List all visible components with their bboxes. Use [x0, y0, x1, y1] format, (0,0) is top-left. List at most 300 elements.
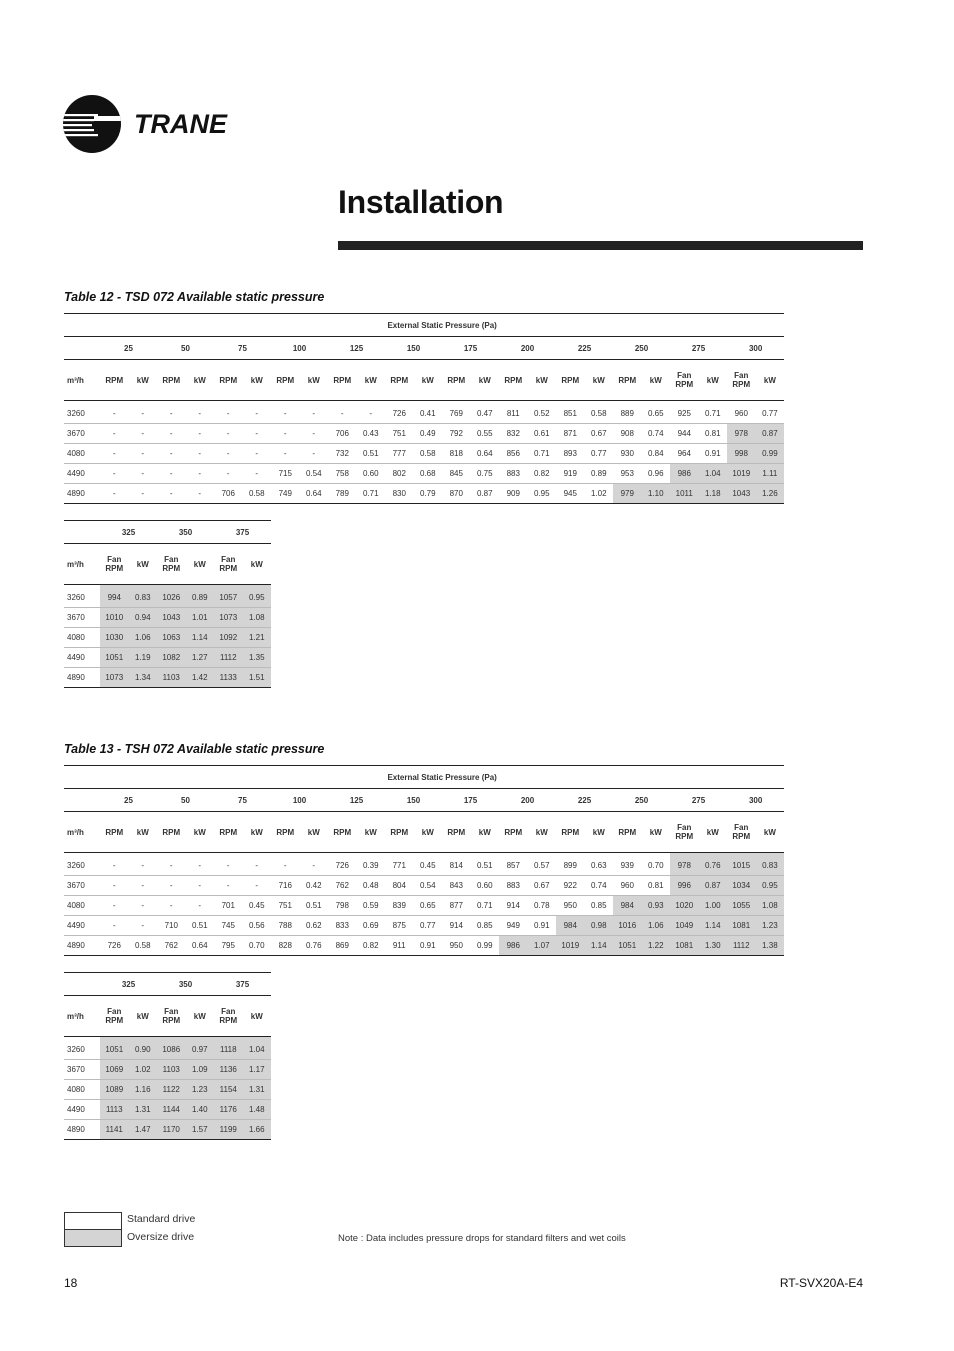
kw-cell: 1.08: [756, 896, 785, 916]
kw-cell: 0.61: [528, 424, 557, 444]
kw-cell: 0.81: [699, 424, 728, 444]
pressure-header-50: 50: [157, 337, 214, 360]
rpm-column-header: RPM: [214, 812, 243, 853]
rpm-cell: 1144: [157, 1100, 186, 1120]
rpm-cell: -: [214, 424, 243, 444]
trane-logo: [62, 92, 252, 156]
rpm-cell: -: [271, 401, 300, 424]
airflow-column-header: m³/h: [64, 544, 100, 585]
kw-cell: 0.45: [414, 853, 443, 876]
rpm-cell: 851: [556, 401, 585, 424]
table-row: [64, 1120, 271, 1140]
table-row: [64, 585, 271, 608]
legend-oversize-label: Oversize drive: [127, 1231, 195, 1243]
kw-cell: 0.99: [471, 936, 500, 956]
kw-cell: 0.97: [186, 1037, 215, 1060]
pressure-header-300: 300: [727, 337, 784, 360]
kw-cell: 1.48: [243, 1100, 272, 1120]
rpm-cell: 777: [385, 444, 414, 464]
airflow-cell: 4890: [64, 1120, 100, 1140]
rpm-column-header: RPM: [499, 360, 528, 401]
note-text: Note : Data includes pressure drops for standard filters and wet coils: [338, 1233, 626, 1244]
kw-cell: 0.83: [756, 853, 785, 876]
pressure-header-175: 175: [442, 337, 499, 360]
kw-cell: 0.63: [585, 853, 614, 876]
rpm-cell: 811: [499, 401, 528, 424]
rpm-cell: 715: [271, 464, 300, 484]
rpm-cell: 870: [442, 484, 471, 504]
rpm-cell: 771: [385, 853, 414, 876]
brand-text: TRANE: [134, 109, 227, 139]
pressure-header-25: 25: [100, 789, 157, 812]
kw-cell: 0.43: [357, 424, 386, 444]
kw-cell: 0.74: [585, 876, 614, 896]
rpm-cell: 1026: [157, 585, 186, 608]
rpm-cell: 953: [613, 464, 642, 484]
kw-cell: 0.54: [300, 464, 329, 484]
rpm-cell: 1019: [727, 464, 756, 484]
rpm-column-header: Fan RPM: [670, 812, 699, 853]
kw-cell: -: [243, 424, 272, 444]
kw-cell: 0.58: [585, 401, 614, 424]
table-row: [64, 1060, 271, 1080]
kw-column-header: kW: [129, 360, 158, 401]
kw-cell: 0.57: [528, 853, 557, 876]
kw-cell: 0.93: [642, 896, 671, 916]
kw-column-header: kW: [243, 996, 272, 1037]
pressure-header-spacer: [64, 789, 100, 812]
pressure-header-spacer: [64, 521, 100, 544]
rpm-column-header: RPM: [157, 812, 186, 853]
table-row: [64, 1100, 271, 1120]
rpm-cell: 984: [613, 896, 642, 916]
rpm-cell: 960: [613, 876, 642, 896]
kw-cell: 1.35: [243, 648, 272, 668]
rpm-cell: 710: [157, 916, 186, 936]
rpm-cell: 1049: [670, 916, 699, 936]
rpm-cell: 804: [385, 876, 414, 896]
kw-cell: 1.04: [699, 464, 728, 484]
kw-cell: 1.19: [129, 648, 158, 668]
kw-column-header: kW: [300, 360, 329, 401]
rpm-cell: 1176: [214, 1100, 243, 1120]
rpm-cell: 818: [442, 444, 471, 464]
kw-cell: 0.96: [642, 464, 671, 484]
rpm-cell: 832: [499, 424, 528, 444]
table-12-caption: Table 12 - TSD 072 Available static pressure: [64, 290, 325, 304]
airflow-column-header: m³/h: [64, 360, 100, 401]
table-13-caption: Table 13 - TSH 072 Available static pressure: [64, 742, 325, 756]
kw-column-header: kW: [129, 996, 158, 1037]
kw-cell: 1.08: [243, 608, 272, 628]
rpm-cell: 814: [442, 853, 471, 876]
table-13-extension: [64, 972, 271, 1140]
kw-cell: -: [186, 896, 215, 916]
kw-cell: 0.81: [642, 876, 671, 896]
kw-cell: -: [243, 853, 272, 876]
pressure-header-175: 175: [442, 789, 499, 812]
kw-cell: -: [129, 444, 158, 464]
kw-cell: 0.91: [699, 444, 728, 464]
kw-column-header: kW: [186, 996, 215, 1037]
kw-cell: -: [129, 484, 158, 504]
rpm-cell: 830: [385, 484, 414, 504]
rpm-column-header: Fan RPM: [157, 996, 186, 1037]
kw-cell: 0.71: [699, 401, 728, 424]
kw-column-header: kW: [414, 360, 443, 401]
rpm-cell: 1015: [727, 853, 756, 876]
rpm-cell: 1051: [100, 648, 129, 668]
kw-cell: 1.18: [699, 484, 728, 504]
rpm-cell: 1069: [100, 1060, 129, 1080]
kw-cell: 1.26: [756, 484, 785, 504]
rpm-cell: 899: [556, 853, 585, 876]
kw-column-header: kW: [186, 360, 215, 401]
rpm-column-header: RPM: [442, 812, 471, 853]
pressure-header-375: 375: [214, 521, 271, 544]
kw-cell: 0.67: [528, 876, 557, 896]
rpm-cell: 996: [670, 876, 699, 896]
rpm-cell: -: [157, 876, 186, 896]
kw-column-header: kW: [528, 812, 557, 853]
kw-cell: 1.23: [756, 916, 785, 936]
kw-cell: 0.54: [414, 876, 443, 896]
kw-cell: 1.00: [699, 896, 728, 916]
rpm-column-header: RPM: [214, 360, 243, 401]
rpm-cell: 857: [499, 853, 528, 876]
rpm-cell: 789: [328, 484, 357, 504]
rpm-cell: 1081: [670, 936, 699, 956]
rpm-cell: 1055: [727, 896, 756, 916]
rpm-cell: 828: [271, 936, 300, 956]
rpm-cell: -: [100, 444, 129, 464]
rpm-cell: 994: [100, 585, 129, 608]
kw-cell: 0.64: [300, 484, 329, 504]
rpm-cell: 1113: [100, 1100, 129, 1120]
kw-column-header: kW: [186, 544, 215, 585]
kw-cell: 0.67: [585, 424, 614, 444]
kw-cell: 0.70: [642, 853, 671, 876]
rpm-column-header: RPM: [613, 812, 642, 853]
kw-cell: 1.30: [699, 936, 728, 956]
rpm-cell: 1051: [100, 1037, 129, 1060]
kw-cell: 0.77: [756, 401, 785, 424]
rpm-column-header: Fan RPM: [670, 360, 699, 401]
kw-cell: 0.69: [357, 916, 386, 936]
rpm-cell: 871: [556, 424, 585, 444]
rpm-cell: -: [157, 401, 186, 424]
kw-cell: -: [129, 401, 158, 424]
rpm-cell: 978: [670, 853, 699, 876]
rpm-cell: 883: [499, 876, 528, 896]
rpm-cell: 802: [385, 464, 414, 484]
kw-cell: 1.14: [186, 628, 215, 648]
rpm-cell: 1073: [100, 668, 129, 688]
kw-cell: 0.95: [528, 484, 557, 504]
rpm-cell: -: [100, 464, 129, 484]
table-row: [64, 608, 271, 628]
rpm-cell: 1103: [157, 668, 186, 688]
kw-cell: 0.64: [186, 936, 215, 956]
kw-column-header: kW: [186, 812, 215, 853]
kw-column-header: kW: [129, 812, 158, 853]
rpm-cell: -: [271, 853, 300, 876]
pressure-header-100: 100: [271, 337, 328, 360]
rpm-cell: 1030: [100, 628, 129, 648]
kw-cell: 0.41: [414, 401, 443, 424]
airflow-cell: 4890: [64, 484, 100, 504]
table-row: [64, 1080, 271, 1100]
kw-cell: 1.23: [186, 1080, 215, 1100]
rpm-cell: 979: [613, 484, 642, 504]
kw-column-header: kW: [357, 812, 386, 853]
kw-column-header: kW: [642, 360, 671, 401]
rpm-cell: 908: [613, 424, 642, 444]
pressure-header-200: 200: [499, 789, 556, 812]
kw-cell: 0.82: [528, 464, 557, 484]
kw-cell: 0.76: [699, 853, 728, 876]
kw-cell: 0.87: [756, 424, 785, 444]
rpm-column-header: RPM: [100, 812, 129, 853]
kw-cell: 0.70: [243, 936, 272, 956]
legend-standard-label: Standard drive: [127, 1213, 196, 1225]
pressure-header-125: 125: [328, 789, 385, 812]
pressure-header-spacer: [64, 973, 100, 996]
rpm-cell: 978: [727, 424, 756, 444]
rpm-cell: 986: [670, 464, 699, 484]
kw-cell: 0.91: [528, 916, 557, 936]
pressure-header-350: 350: [157, 521, 214, 544]
kw-cell: 0.58: [414, 444, 443, 464]
kw-cell: 1.40: [186, 1100, 215, 1120]
rpm-column-header: RPM: [556, 812, 585, 853]
kw-cell: 1.07: [528, 936, 557, 956]
kw-cell: 0.58: [129, 936, 158, 956]
table-12-extension: [64, 520, 271, 688]
airflow-cell: 4490: [64, 1100, 100, 1120]
pressure-header-375: 375: [214, 973, 271, 996]
airflow-cell: 3670: [64, 1060, 100, 1080]
rpm-cell: 751: [271, 896, 300, 916]
airflow-cell: 4490: [64, 916, 100, 936]
kw-cell: 1.16: [129, 1080, 158, 1100]
rpm-cell: 939: [613, 853, 642, 876]
rpm-cell: 893: [556, 444, 585, 464]
esp-label-spacer: [64, 314, 100, 337]
legend-standard-swatch: [64, 1212, 122, 1230]
rpm-column-header: Fan RPM: [727, 812, 756, 853]
kw-cell: 1.14: [699, 916, 728, 936]
airflow-cell: 4490: [64, 464, 100, 484]
rpm-cell: 726: [328, 853, 357, 876]
airflow-cell: 4490: [64, 648, 100, 668]
kw-cell: 1.17: [243, 1060, 272, 1080]
legend-oversize-swatch: [64, 1229, 122, 1247]
rpm-column-header: RPM: [385, 812, 414, 853]
pressure-header-200: 200: [499, 337, 556, 360]
rpm-cell: 1133: [214, 668, 243, 688]
kw-cell: -: [129, 464, 158, 484]
table-row: [64, 628, 271, 648]
kw-cell: -: [300, 444, 329, 464]
kw-cell: 0.74: [642, 424, 671, 444]
kw-cell: 0.68: [414, 464, 443, 484]
rpm-cell: 788: [271, 916, 300, 936]
kw-cell: 1.04: [243, 1037, 272, 1060]
table-row: [64, 484, 784, 504]
kw-cell: 0.62: [300, 916, 329, 936]
airflow-cell: 4080: [64, 628, 100, 648]
page-number: 18: [64, 1276, 78, 1290]
kw-cell: 0.65: [414, 896, 443, 916]
rpm-cell: 925: [670, 401, 699, 424]
kw-column-header: kW: [585, 812, 614, 853]
rpm-cell: 843: [442, 876, 471, 896]
rpm-cell: 732: [328, 444, 357, 464]
rpm-cell: -: [157, 424, 186, 444]
kw-column-header: kW: [243, 544, 272, 585]
kw-cell: 0.58: [243, 484, 272, 504]
page-title: Installation: [338, 184, 504, 220]
rpm-cell: 795: [214, 936, 243, 956]
rpm-cell: 1082: [157, 648, 186, 668]
kw-cell: 0.49: [414, 424, 443, 444]
rpm-cell: 1112: [727, 936, 756, 956]
kw-cell: 1.57: [186, 1120, 215, 1140]
kw-cell: 0.79: [414, 484, 443, 504]
kw-cell: 0.78: [528, 896, 557, 916]
table-row: [64, 668, 271, 688]
rpm-cell: -: [100, 424, 129, 444]
rpm-column-header: Fan RPM: [214, 544, 243, 585]
table-row: [64, 896, 784, 916]
pressure-header-100: 100: [271, 789, 328, 812]
rpm-cell: 751: [385, 424, 414, 444]
kw-cell: 0.75: [471, 464, 500, 484]
rpm-cell: 889: [613, 401, 642, 424]
kw-cell: 0.95: [756, 876, 785, 896]
esp-label-spacer: [64, 766, 100, 789]
esp-label: External Static Pressure (Pa): [100, 314, 784, 337]
kw-cell: 0.71: [471, 896, 500, 916]
rpm-cell: 950: [442, 936, 471, 956]
rpm-cell: 883: [499, 464, 528, 484]
rpm-column-header: Fan RPM: [727, 360, 756, 401]
rpm-cell: 1043: [157, 608, 186, 628]
rpm-cell: 1199: [214, 1120, 243, 1140]
rpm-column-header: Fan RPM: [214, 996, 243, 1037]
kw-cell: 0.91: [414, 936, 443, 956]
rpm-cell: 914: [442, 916, 471, 936]
rpm-column-header: RPM: [442, 360, 471, 401]
kw-column-header: kW: [471, 360, 500, 401]
rpm-cell: 1136: [214, 1060, 243, 1080]
rpm-cell: 869: [328, 936, 357, 956]
rpm-cell: 1118: [214, 1037, 243, 1060]
kw-cell: 1.22: [642, 936, 671, 956]
airflow-cell: 3260: [64, 1037, 100, 1060]
rpm-cell: 1081: [727, 916, 756, 936]
rpm-column-header: RPM: [499, 812, 528, 853]
rpm-column-header: RPM: [328, 360, 357, 401]
table-row: [64, 876, 784, 896]
rpm-cell: 919: [556, 464, 585, 484]
table-row: [64, 444, 784, 464]
rpm-cell: 945: [556, 484, 585, 504]
pressure-header-225: 225: [556, 789, 613, 812]
pressure-header-250: 250: [613, 789, 670, 812]
kw-column-header: kW: [243, 812, 272, 853]
kw-cell: -: [129, 916, 158, 936]
rpm-cell: 1010: [100, 608, 129, 628]
kw-cell: 1.31: [243, 1080, 272, 1100]
rpm-column-header: RPM: [271, 812, 300, 853]
rpm-cell: -: [157, 853, 186, 876]
kw-cell: 0.90: [129, 1037, 158, 1060]
rpm-cell: 877: [442, 896, 471, 916]
kw-cell: 0.65: [642, 401, 671, 424]
rpm-cell: 716: [271, 876, 300, 896]
kw-cell: 1.38: [756, 936, 785, 956]
kw-cell: 0.59: [357, 896, 386, 916]
kw-column-header: kW: [699, 812, 728, 853]
rpm-column-header: RPM: [328, 812, 357, 853]
kw-column-header: kW: [756, 812, 785, 853]
kw-cell: 0.98: [585, 916, 614, 936]
kw-cell: 1.31: [129, 1100, 158, 1120]
kw-cell: 0.55: [471, 424, 500, 444]
kw-cell: 0.87: [471, 484, 500, 504]
table-row: [64, 424, 784, 444]
rpm-cell: 1073: [214, 608, 243, 628]
kw-cell: 1.09: [186, 1060, 215, 1080]
airflow-cell: 3260: [64, 401, 100, 424]
kw-cell: -: [186, 853, 215, 876]
rpm-cell: 856: [499, 444, 528, 464]
rpm-cell: 875: [385, 916, 414, 936]
kw-cell: -: [243, 876, 272, 896]
table-row: [64, 648, 271, 668]
kw-cell: 1.02: [585, 484, 614, 504]
airflow-cell: 4080: [64, 444, 100, 464]
rpm-cell: -: [214, 853, 243, 876]
kw-cell: 1.27: [186, 648, 215, 668]
kw-cell: 0.89: [585, 464, 614, 484]
kw-cell: 1.66: [243, 1120, 272, 1140]
kw-cell: 0.85: [585, 896, 614, 916]
pressure-header-275: 275: [670, 789, 727, 812]
kw-column-header: kW: [357, 360, 386, 401]
kw-cell: 0.51: [300, 896, 329, 916]
pressure-header-25: 25: [100, 337, 157, 360]
rpm-cell: 1016: [613, 916, 642, 936]
rpm-cell: 949: [499, 916, 528, 936]
rpm-cell: 1092: [214, 628, 243, 648]
kw-cell: 1.11: [756, 464, 785, 484]
pressure-header-275: 275: [670, 337, 727, 360]
kw-cell: 0.77: [414, 916, 443, 936]
rpm-cell: 964: [670, 444, 699, 464]
kw-cell: 1.06: [129, 628, 158, 648]
airflow-cell: 4080: [64, 896, 100, 916]
kw-column-header: kW: [642, 812, 671, 853]
rpm-cell: -: [271, 444, 300, 464]
rpm-column-header: RPM: [157, 360, 186, 401]
kw-cell: -: [186, 876, 215, 896]
rpm-cell: 833: [328, 916, 357, 936]
rpm-cell: 914: [499, 896, 528, 916]
rpm-column-header: Fan RPM: [100, 996, 129, 1037]
